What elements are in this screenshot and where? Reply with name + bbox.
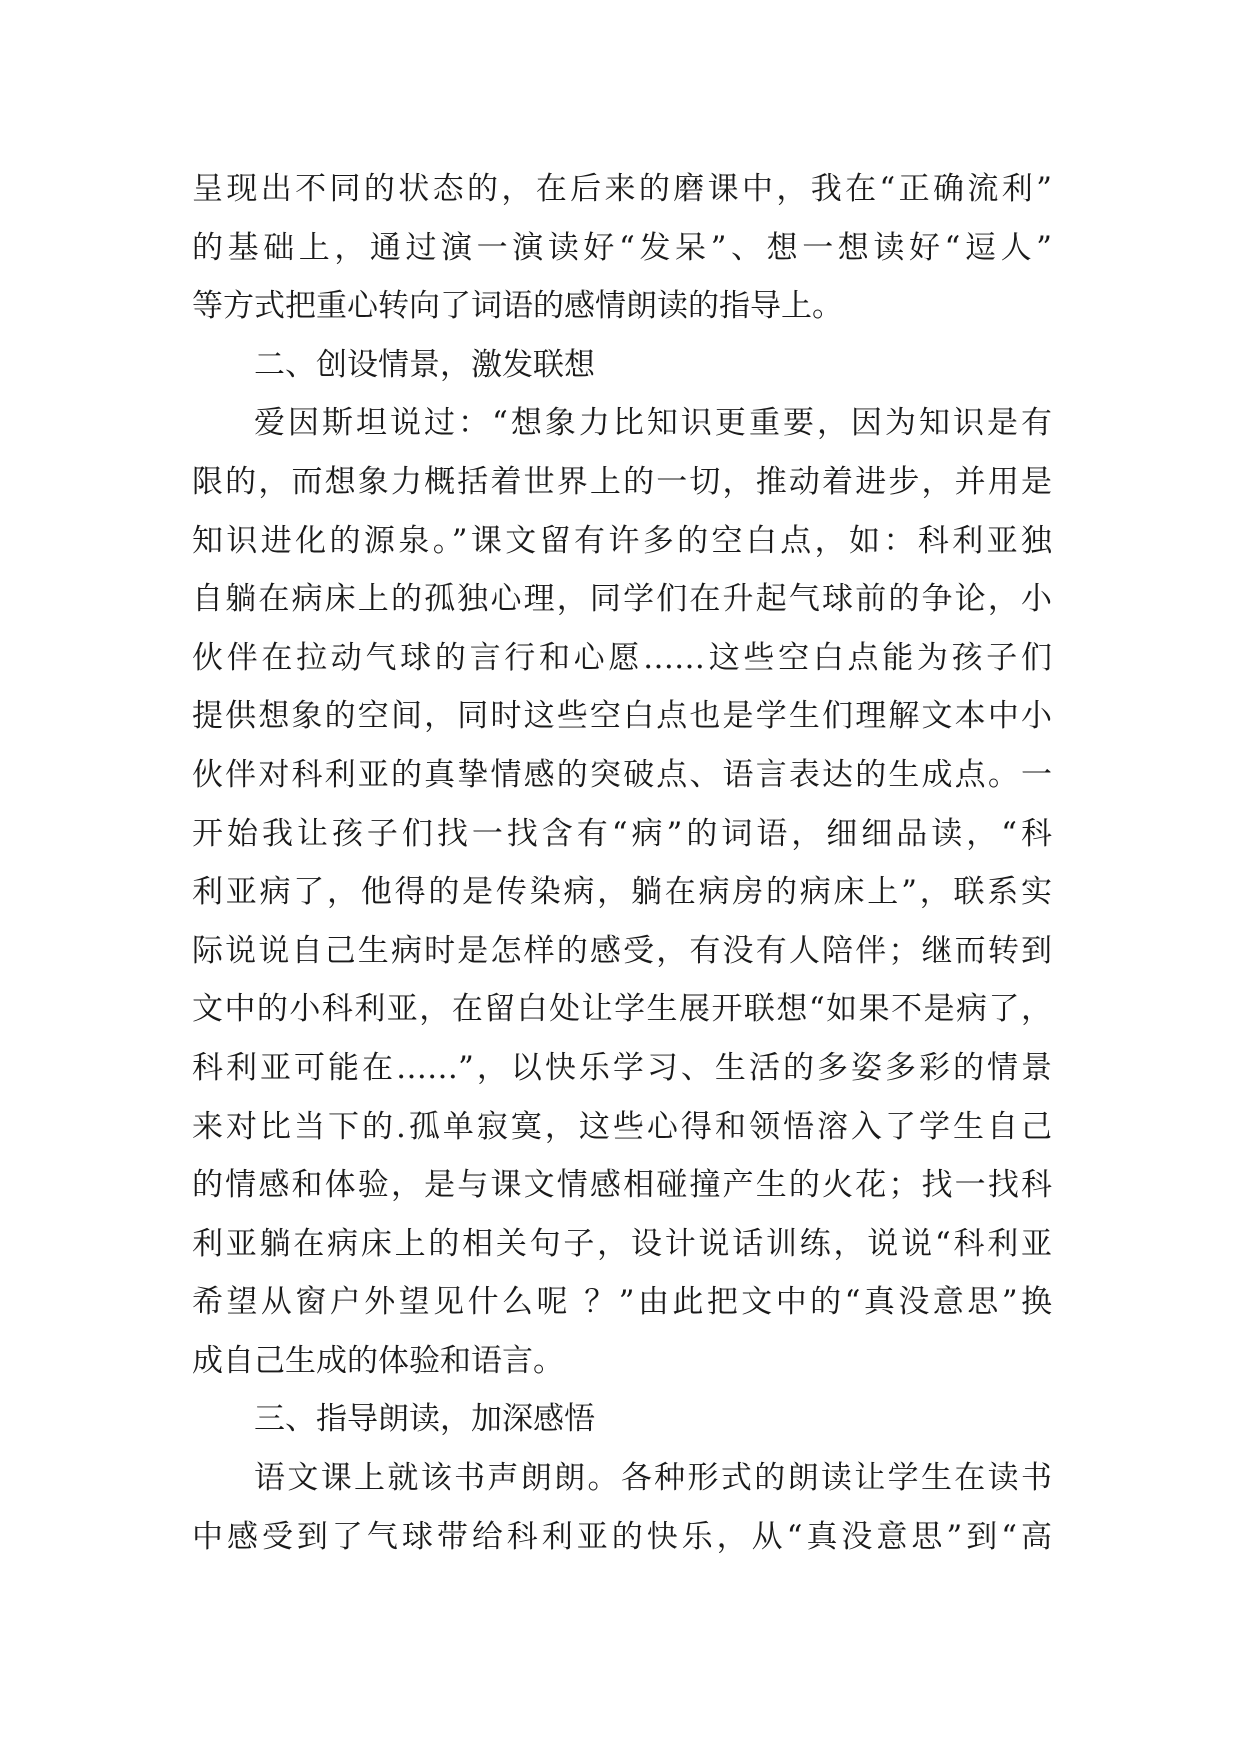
- text-line: 伙伴对科利亚的真挚情感的突破点、语言表达的生成点。一: [192, 756, 1052, 793]
- text-line: 自躺在病床上的孤独心理，同学们在升起气球前的争论，小: [192, 581, 1052, 618]
- text-line: 的情感和体验，是与课文情感相碰撞产生的火花；找一找科: [192, 1167, 1052, 1204]
- text-line: 提供想象的空间，同时这些空白点也是学生们理解文本中小: [192, 698, 1052, 735]
- text-line: 知识进化的源泉。”课文留有许多的空白点，如：科利亚独: [192, 522, 1052, 559]
- section-heading: 三、指导朗读，加深感悟: [254, 1401, 595, 1438]
- text-line: 科利亚可能在……”，以快乐学习、生活的多姿多彩的情景: [192, 1049, 1052, 1086]
- text-line: 希望从窗户外望见什么呢 ？”由此把文中的“真没意思”换: [192, 1284, 1052, 1321]
- text-line: 等方式把重心转向了词语的感情朗读的指导上。: [192, 288, 843, 325]
- text-line: 呈现出不同的状态的，在后来的磨课中，我在“正确流利”: [192, 171, 1052, 207]
- document-page: [192, 160, 1052, 1566]
- text-line: 利亚病了，他得的是传染病，躺在病房的病床上”，联系实: [192, 874, 1052, 911]
- text-line: 利亚躺在病床上的相关句子，设计说话训练，说说“科利亚: [192, 1225, 1052, 1262]
- text-line: 语文课上就该书声朗朗。各种形式的朗读让学生在读书: [254, 1460, 1052, 1497]
- text-line: 来对比当下的.孤单寂寞，这些心得和领悟溶入了学生自己: [192, 1108, 1052, 1145]
- text-line: 限的，而想象力概括着世界上的一切，推动着进步，并用是: [192, 463, 1052, 500]
- text-line: 爱因斯坦说过：“想象力比知识更重要，因为知识是有: [254, 405, 1052, 442]
- text-line: 的基础上，通过演一演读好“发呆”、想一想读好“逗人”: [192, 229, 1052, 266]
- section-heading: 二、创设情景，激发联想: [254, 346, 595, 383]
- text-line: 成自己生成的体验和语言。: [192, 1342, 564, 1379]
- text-line: 际说说自己生病时是怎样的感受，有没有人陪伴；继而转到: [192, 932, 1052, 969]
- text-line: 伙伴在拉动气球的言行和心愿……这些空白点能为孩子们: [192, 639, 1052, 676]
- text-line: 文中的小科利亚，在留白处让学生展开联想“如果不是病了，: [192, 991, 1052, 1028]
- text-line: 开始我让孩子们找一找含有“病”的词语，细细品读，“科: [192, 815, 1052, 852]
- text-line: 中感受到了气球带给科利亚的快乐，从“真没意思”到“高: [192, 1518, 1052, 1555]
